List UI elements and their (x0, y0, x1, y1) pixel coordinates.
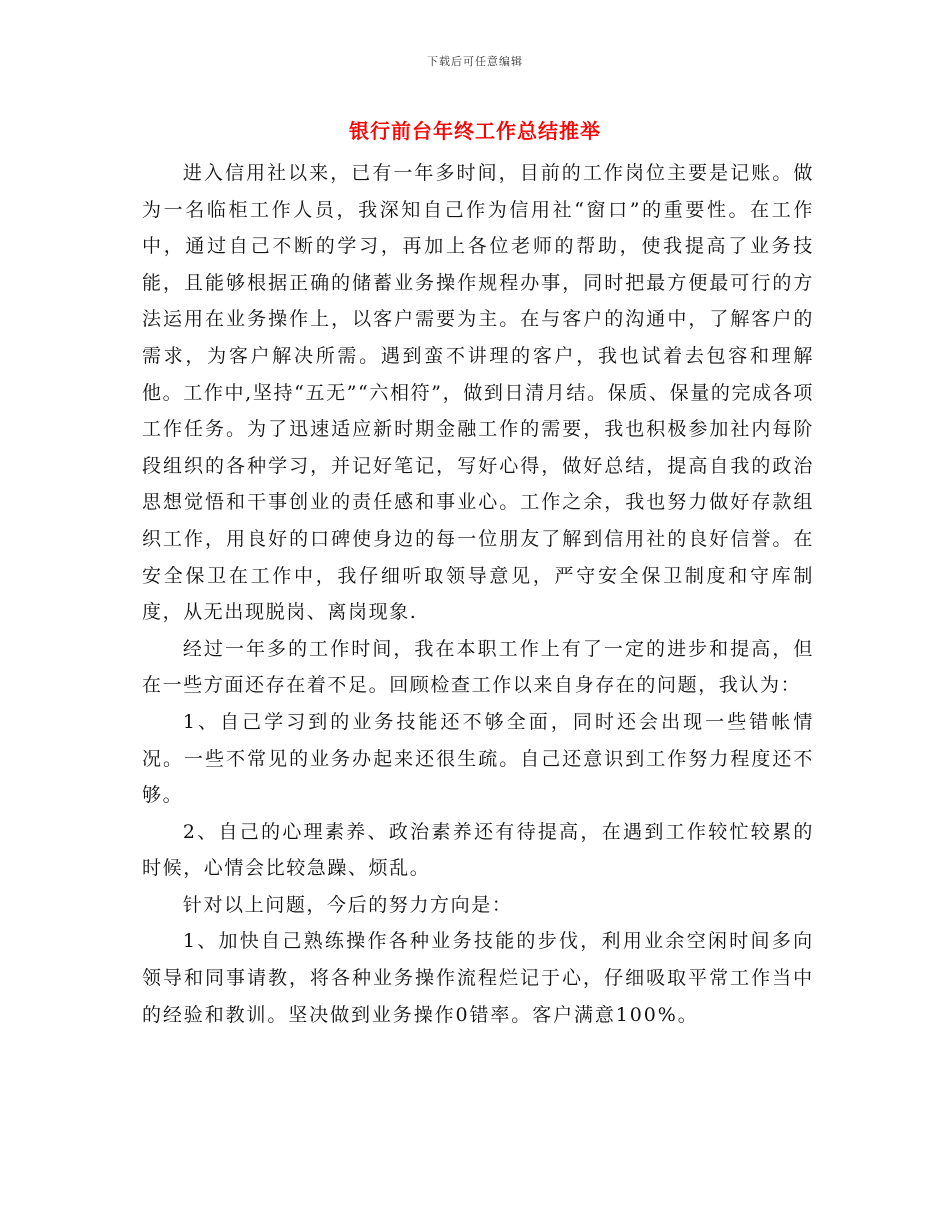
document-title: 银行前台年终工作总结推举 (349, 119, 601, 143)
paragraph-direction-1: 1、加快自己熟练操作各种业务技能的步伐，利用业余空闲时间多向领导和同事请教，将各种业务操作流程烂记于心，仔细吸取平常工作当中的经验和教训。坚决做到业务操作0错率。客户满意100%。 (142, 930, 814, 1026)
paragraph-issue-1: 1、自己学习到的业务技能还不够全面，同时还会出现一些错帐情况。一些不常见的业务办起来还很生疏。自己还意识到工作努力程度还不够。 (142, 710, 814, 807)
header-note: 下载后可任意编辑 (427, 55, 523, 68)
paragraph-direction-intro: 针对以上问题，今后的努力方向是： (182, 893, 513, 916)
paragraph-issue-2: 2、自己的心理素养、政治素养还有待提高，在遇到工作较忙较累的时候，心情会比较急躁、烦乱。 (142, 820, 814, 880)
document-body (142, 155, 814, 1033)
paragraph-intro: 进入信用社以来，已有一年多时间，目前的工作岗位主要是记账。做为一名临柜工作人员，我深知自己作为信用社“窗口”的重要性。在工作中，通过自己不断的学习，再加上各位老师的帮助，使我提高了业务技能，且能够根据正确的储蓄业务操作规程办事，同时把最方便最可行的方法运用在业务操作上，以客户需要为主。在与客户的沟通中，了解客户的需求，为客户解决所需。遇到蛮不讲理的客户，我也试着去包容和理解他。工作中,坚持“五无”“六相符”，做到日清月结。保质、保量的完成各项工作任务。为了迅速适应新时期金融工作的需要，我也积极参加社内每阶段组织的各种学习，并记好笔记，写好心得，做好总结，提高自我的政治思想觉悟和干事创业的责任感和事业心。工作之余，我也努力做好存款组织工作，用良好的口碑使身边的每一位朋友了解到信用社的良好信誉。在安全保卫在工作中，我仔细听取领导意见，严守安全保卫制度和守库制度，从无出现脱岗、离岗现象. (142, 162, 814, 624)
paragraph-progress: 经过一年多的工作时间，我在本职工作上有了一定的进步和提高，但在一些方面还存在着不足。回顾检查工作以来自身存在的问题，我认为： (142, 637, 814, 697)
